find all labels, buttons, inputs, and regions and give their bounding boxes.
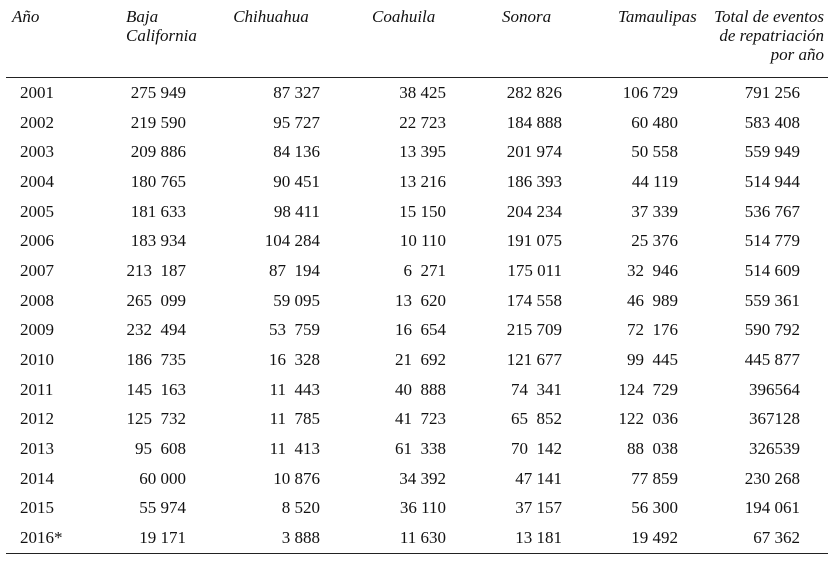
cell-tamaulipas: 32 946 bbox=[627, 260, 678, 280]
cell-tamaulipas: 50 558 bbox=[631, 142, 678, 162]
cell-baja-california: 19 171 bbox=[84, 523, 208, 553]
cell-coahuila: 13 620 bbox=[395, 290, 446, 310]
cell-chihuahua: 95 727 bbox=[273, 112, 320, 132]
header-chihuahua: Chihuahua bbox=[208, 0, 334, 78]
header-sonora: Sonora bbox=[462, 0, 574, 78]
cell-sonora: 74 341 bbox=[511, 379, 562, 399]
table-row bbox=[6, 375, 828, 405]
cell-baja-california: 232 494 bbox=[126, 320, 186, 340]
cell-sonora: 201 974 bbox=[506, 142, 562, 162]
cell-tamaulipas: 124 729 bbox=[618, 379, 678, 399]
cell-chihuahua: 8 520 bbox=[281, 498, 320, 518]
cell-sonora: 174 558 bbox=[506, 290, 562, 310]
cell-total: 445 877 bbox=[744, 350, 800, 370]
cell-chihuahua: 98 411 bbox=[273, 201, 320, 221]
cell-tamaulipas: 88 038 bbox=[627, 439, 678, 459]
cell-year: 2015 bbox=[20, 498, 54, 518]
cell-total: 514 779 bbox=[744, 231, 800, 251]
cell-tamaulipas: 72 176 bbox=[627, 320, 678, 340]
cell-total: 559 361 bbox=[744, 290, 800, 310]
cell-year: 2009 bbox=[20, 320, 54, 340]
table-header bbox=[6, 0, 828, 78]
cell-baja-california: 265 099 bbox=[126, 290, 186, 310]
cell-baja-california: 275 949 bbox=[130, 82, 186, 102]
table-body bbox=[6, 78, 828, 554]
header-tamaulipas: Tamaulipas bbox=[574, 0, 704, 78]
cell-sonora: 184 888 bbox=[506, 112, 562, 132]
cell-total: 559 949 bbox=[744, 142, 800, 162]
cell-total: 326539 bbox=[749, 439, 800, 459]
table-row bbox=[6, 78, 828, 108]
cell-tamaulipas: 56 300 bbox=[631, 498, 678, 518]
cell-total: 67 362 bbox=[704, 523, 828, 553]
cell-baja-california: 55 974 bbox=[139, 498, 186, 518]
cell-baja-california: 183 934 bbox=[130, 231, 186, 251]
cell-chihuahua: 53 759 bbox=[269, 320, 320, 340]
cell-coahuila: 13 395 bbox=[399, 142, 446, 162]
cell-baja-california: 213 187 bbox=[126, 260, 186, 280]
cell-total: 230 268 bbox=[744, 468, 800, 488]
cell-year: 2002 bbox=[20, 112, 54, 132]
cell-year: 2007 bbox=[20, 260, 54, 280]
cell-sonora: 121 677 bbox=[506, 350, 562, 370]
cell-sonora: 37 157 bbox=[515, 498, 562, 518]
cell-baja-california: 181 633 bbox=[130, 201, 186, 221]
cell-total: 396564 bbox=[749, 379, 800, 399]
cell-coahuila: 61 338 bbox=[395, 439, 446, 459]
cell-year: 2012 bbox=[20, 409, 54, 429]
cell-baja-california: 180 765 bbox=[130, 171, 186, 191]
cell-year: 2003 bbox=[20, 142, 54, 162]
cell-chihuahua: 11 443 bbox=[269, 379, 320, 399]
cell-coahuila: 41 723 bbox=[395, 409, 446, 429]
cell-tamaulipas: 106 729 bbox=[622, 82, 678, 102]
cell-year: 2005 bbox=[20, 201, 54, 221]
cell-sonora: 191 075 bbox=[506, 231, 562, 251]
cell-total: 791 256 bbox=[744, 82, 800, 102]
cell-tamaulipas: 19 492 bbox=[574, 523, 704, 553]
header-total: Total de eventos de repatriación por año bbox=[704, 0, 828, 78]
cell-baja-california: 209 886 bbox=[130, 142, 186, 162]
cell-tamaulipas: 77 859 bbox=[631, 468, 678, 488]
cell-sonora: 186 393 bbox=[506, 171, 562, 191]
cell-baja-california: 145 163 bbox=[126, 379, 186, 399]
cell-sonora: 204 234 bbox=[506, 201, 562, 221]
header-baja-california: Baja California bbox=[84, 0, 208, 78]
table-row bbox=[6, 405, 828, 435]
cell-baja-california: 60 000 bbox=[139, 468, 186, 488]
cell-sonora: 282 826 bbox=[506, 82, 562, 102]
cell-coahuila: 16 654 bbox=[395, 320, 446, 340]
cell-chihuahua: 10 876 bbox=[273, 468, 320, 488]
cell-tamaulipas: 122 036 bbox=[618, 409, 678, 429]
table-row bbox=[6, 108, 828, 138]
cell-tamaulipas: 46 989 bbox=[627, 290, 678, 310]
cell-chihuahua: 16 328 bbox=[269, 350, 320, 370]
table-row bbox=[6, 256, 828, 286]
cell-baja-california: 125 732 bbox=[126, 409, 186, 429]
cell-coahuila: 6 271 bbox=[403, 260, 446, 280]
cell-tamaulipas: 99 445 bbox=[627, 350, 678, 370]
table-row bbox=[6, 345, 828, 375]
cell-sonora: 13 181 bbox=[462, 523, 574, 553]
cell-year: 2008 bbox=[20, 290, 54, 310]
table-row bbox=[6, 197, 828, 227]
cell-coahuila: 10 110 bbox=[399, 231, 446, 251]
header-year: Año bbox=[6, 0, 84, 78]
cell-baja-california: 219 590 bbox=[130, 112, 186, 132]
cell-chihuahua: 87 327 bbox=[273, 82, 320, 102]
cell-year: 2006 bbox=[20, 231, 54, 251]
cell-chihuahua: 11 413 bbox=[269, 439, 320, 459]
table-row bbox=[6, 226, 828, 256]
cell-chihuahua: 84 136 bbox=[273, 142, 320, 162]
table-row bbox=[6, 464, 828, 494]
cell-chihuahua: 3 888 bbox=[208, 523, 334, 553]
cell-tamaulipas: 25 376 bbox=[631, 231, 678, 251]
cell-coahuila: 13 216 bbox=[399, 171, 446, 191]
cell-sonora: 215 709 bbox=[506, 320, 562, 340]
cell-coahuila: 22 723 bbox=[399, 112, 446, 132]
cell-total: 367128 bbox=[749, 409, 800, 429]
cell-total: 194 061 bbox=[744, 498, 800, 518]
cell-coahuila: 38 425 bbox=[399, 82, 446, 102]
cell-baja-california: 186 735 bbox=[126, 350, 186, 370]
cell-sonora: 175 011 bbox=[507, 260, 562, 280]
cell-sonora: 65 852 bbox=[511, 409, 562, 429]
cell-total: 590 792 bbox=[744, 320, 800, 340]
cell-tamaulipas: 60 480 bbox=[631, 112, 678, 132]
cell-year: 2011 bbox=[20, 379, 54, 399]
cell-total: 583 408 bbox=[744, 112, 800, 132]
cell-total: 514 944 bbox=[744, 171, 800, 191]
cell-chihuahua: 90 451 bbox=[273, 171, 320, 191]
table-row bbox=[6, 137, 828, 167]
header-coahuila: Coahuila bbox=[334, 0, 462, 78]
table-row bbox=[6, 523, 828, 553]
cell-year: 2016* bbox=[6, 523, 84, 553]
cell-baja-california: 95 608 bbox=[135, 439, 186, 459]
cell-year: 2010 bbox=[20, 350, 54, 370]
cell-coahuila: 40 888 bbox=[395, 379, 446, 399]
cell-sonora: 47 141 bbox=[515, 468, 562, 488]
cell-year: 2014 bbox=[20, 468, 54, 488]
table-row bbox=[6, 494, 828, 524]
cell-chihuahua: 11 785 bbox=[269, 409, 320, 429]
table-row bbox=[6, 434, 828, 464]
cell-year: 2004 bbox=[20, 171, 54, 191]
cell-coahuila: 34 392 bbox=[399, 468, 446, 488]
cell-coahuila: 11 630 bbox=[334, 523, 462, 553]
cell-tamaulipas: 37 339 bbox=[631, 201, 678, 221]
cell-chihuahua: 59 095 bbox=[273, 290, 320, 310]
cell-year: 2013 bbox=[20, 439, 54, 459]
cell-chihuahua: 87 194 bbox=[269, 260, 320, 280]
cell-sonora: 70 142 bbox=[511, 439, 562, 459]
cell-total: 536 767 bbox=[744, 201, 800, 221]
repatriation-table bbox=[6, 0, 828, 554]
cell-total: 514 609 bbox=[744, 260, 800, 280]
cell-year: 2001 bbox=[20, 82, 54, 102]
cell-coahuila: 36 110 bbox=[399, 498, 446, 518]
cell-coahuila: 15 150 bbox=[399, 201, 446, 221]
header-row bbox=[6, 0, 828, 78]
table-row bbox=[6, 167, 828, 197]
table-row bbox=[6, 316, 828, 346]
table-row bbox=[6, 286, 828, 316]
cell-tamaulipas: 44 119 bbox=[631, 171, 678, 191]
cell-coahuila: 21 692 bbox=[395, 350, 446, 370]
cell-chihuahua: 104 284 bbox=[264, 231, 320, 251]
